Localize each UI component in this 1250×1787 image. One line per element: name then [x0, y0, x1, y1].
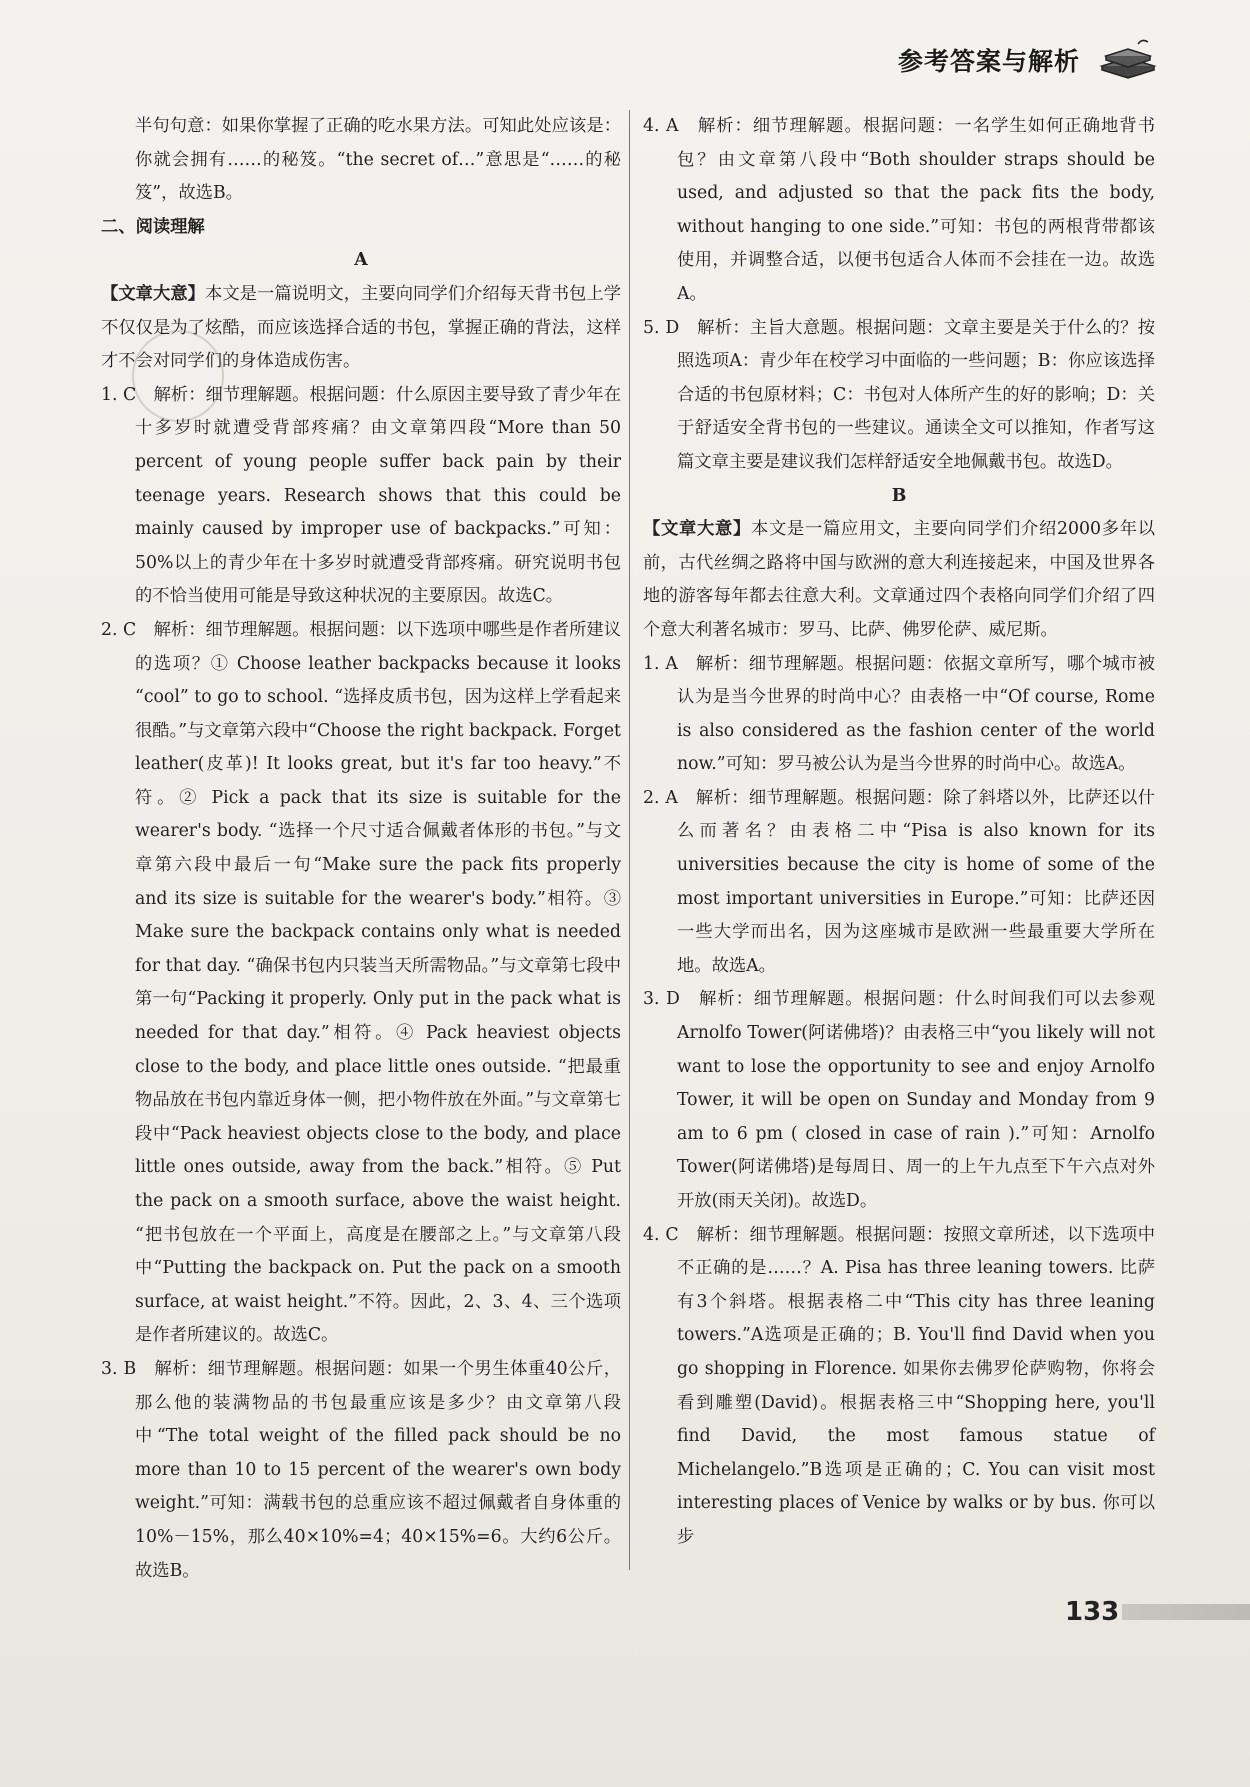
part-b-label: B — [891, 485, 907, 506]
book-stack-icon — [1098, 36, 1158, 80]
answer-a2: 2. C 解析：细节理解题。根据问题：以下选项中哪些是作者所建议的选项？① Choose leather backpacks because it looks “cool” to go to school. “选择皮质书包，因为这样上学看起来很酷。”与文章第六段中“Choose the right backpack. Forget leather(皮革)! It looks great, but it's far too heavy.”不符。② Pick a pack that its size is suitable for the wearer's body. “选择一个尺寸适合佩戴者体形的书包。”与文章第六段中最后一句“Make sure the pack fits properly and its size is suitable for the wearer's body.”相符。③ Make sure the backpack contains only what is needed for that day. “确保书包内只装当天所需物品。”与文章第七段中第一句“Packing it properly. Only put in the pack what is needed for that day.”相符。④ Pack heaviest objects close to the body, and place little ones outside. “把最重物品放在书包内靠近身体一侧，把小物件放在外面。”与文章第七段中“Pack heaviest objects close to the body, and place little ones outside, away from the back.”相符。⑤ Put the pack on a smooth surface, above the waist height. “把书包放在一个平面上，高度是在腰部之上。”与文章第八段中“Putting the backpack on. Put the pack on a smooth surface, at waist height.”不符。因此，2、3、4、三个选项是作者所建议的。故选C。 — [101, 619, 621, 1346]
answer-b1: 1. A 解析：细节理解题。根据问题：依据文章所写，哪个城市被认为是当今世界的时尚中心？由表格一中“Of course, Rome is also considered as the fashion center of the world now.”可知：罗马被公认为是当今世界的时尚中心。故选A。 — [643, 653, 1155, 775]
answer-b2: 2. A 解析：细节理解题。根据问题：除了斜塔以外，比萨还以什么而著名？由表格二中“Pisa is also known for its universities because the city is home of some of the most important universities in Europe.”可知：比萨还因一些大学而出名，因为这座城市是欧洲一些最重要大学所在地。故选A。 — [643, 787, 1155, 976]
answer-a5: 5. D 解析：主旨大意题。根据问题：文章主要是关于什么的？按照选项A：青少年在校学习中面临的一些问题；B：你应该选择合适的书包原材料；C：书包对人体所产生的好的影响；D：关于舒适安全背书包的一些建议。通读全文可以推知，作者写这篇文章主要是建议我们怎样舒适安全地佩戴书包。故选D。 — [643, 317, 1155, 472]
answer-a3: 3. B 解析：细节理解题。根据问题：如果一个男生体重40公斤，那么他的装满物品的书包最重应该是多少？由文章第八段中“The total weight of the filled pack should be no more than 10 to 15 percent of the wearer's own body weight.”可知：满载书包的总重应该不超过佩戴者自身体重的10%－15%，那么40×10%=4；40×15%=6。大约6公斤。故选B。 — [101, 1358, 621, 1581]
page-number-bar — [1122, 1604, 1250, 1620]
summary-b — [643, 513, 1155, 647]
page-number: 133 — [1065, 1597, 1120, 1627]
column-divider — [629, 110, 630, 1570]
answer-a4: 4. A 解析：细节理解题。根据问题：一名学生如何正确地背书包？由文章第八段中“Both shoulder straps should be used, and adjusted so that the pack fits the body, without hanging to one side.”可知：书包的两根背带都该使用，并调整合适，以便书包适合人体而不会挂在一边。故选A。 — [643, 116, 1155, 304]
summary-b-text: 本文是一篇应用文，主要向同学们介绍2000多年以前，古代丝绸之路将中国与欧洲的意大利连接起来，中国及世界各地的游客每年都去往意大利。文章通过四个表格向同学们介绍了四个意大利著名城市：罗马、比萨、佛罗伦萨、威尼斯。 — [643, 519, 1155, 640]
answer-b3: 3. D 解析：细节理解题。根据问题：什么时间我们可以去参观Arnolfo Tower(阿诺佛塔)？由表格三中“you likely will not want to lose the opportunity to see and enjoy Arnolfo Tower, it will be open on Sunday and Monday from 9 am to 6 pm ( closed in case of rain ).”可知：Arnolfo Tower(阿诺佛塔)是每周日、周一的上午九点至下午六点对外开放(雨天关闭)。故选D。 — [643, 989, 1155, 1211]
answer-a1: 1. C 解析：细节理解题。根据问题：什么原因主要导致了青少年在十多岁时就遭受背部疼痛？由文章第四段“More than 50 percent of young people suffer back pain by their teenage years. Research shows that this could be mainly caused by improper use of backpacks.”可知：50%以上的青少年在十多岁时就遭受背部疼痛。研究说明书包的不恰当使用可能是导致这种状况的主要原因。故选C。 — [101, 384, 621, 607]
section-heading: 二、阅读理解 — [101, 216, 205, 237]
part-a-label: A — [354, 250, 368, 271]
answer-b4: 4. C 解析：细节理解题。根据问题：按照文章所述，以下选项中不正确的是……？A. Pisa has three leaning towers. 比萨有3个斜塔。根据表格二中“This city has three leaning towers.”A选项是正确的；B. You'll find David when you go shopping in Florence. 如果你去佛罗伦萨购物，你将会看到雕塑(David)。根据表格三中“Shopping here, you'll find David, the most famous statue of Michelangelo.”B选项是正确的；C. You can visit most interesting places of Venice by walks or by bus. 你可以步 — [643, 1224, 1155, 1547]
summary-a-label: 【文章大意】 — [101, 283, 206, 304]
right-column — [643, 110, 1155, 1555]
page-header-title: 参考答案与解析 — [898, 47, 1081, 76]
left-para-1: 半句句意：如果你掌握了正确的吃水果方法。可知此处应该是：你就会拥有……的秘笈。“the secret of…”意思是“……的秘笈”，故选B。 — [135, 116, 621, 204]
left-column — [101, 110, 621, 1588]
summary-b-label: 【文章大意】 — [643, 519, 752, 540]
summary-a-text: 本文是一篇说明文，主要向同学们介绍每天背书包上学不仅仅是为了炫酷，而应该选择合适的书包，掌握正确的背法，这样才不会对同学们的身体造成伤害。 — [101, 283, 621, 372]
summary-a — [101, 278, 621, 379]
